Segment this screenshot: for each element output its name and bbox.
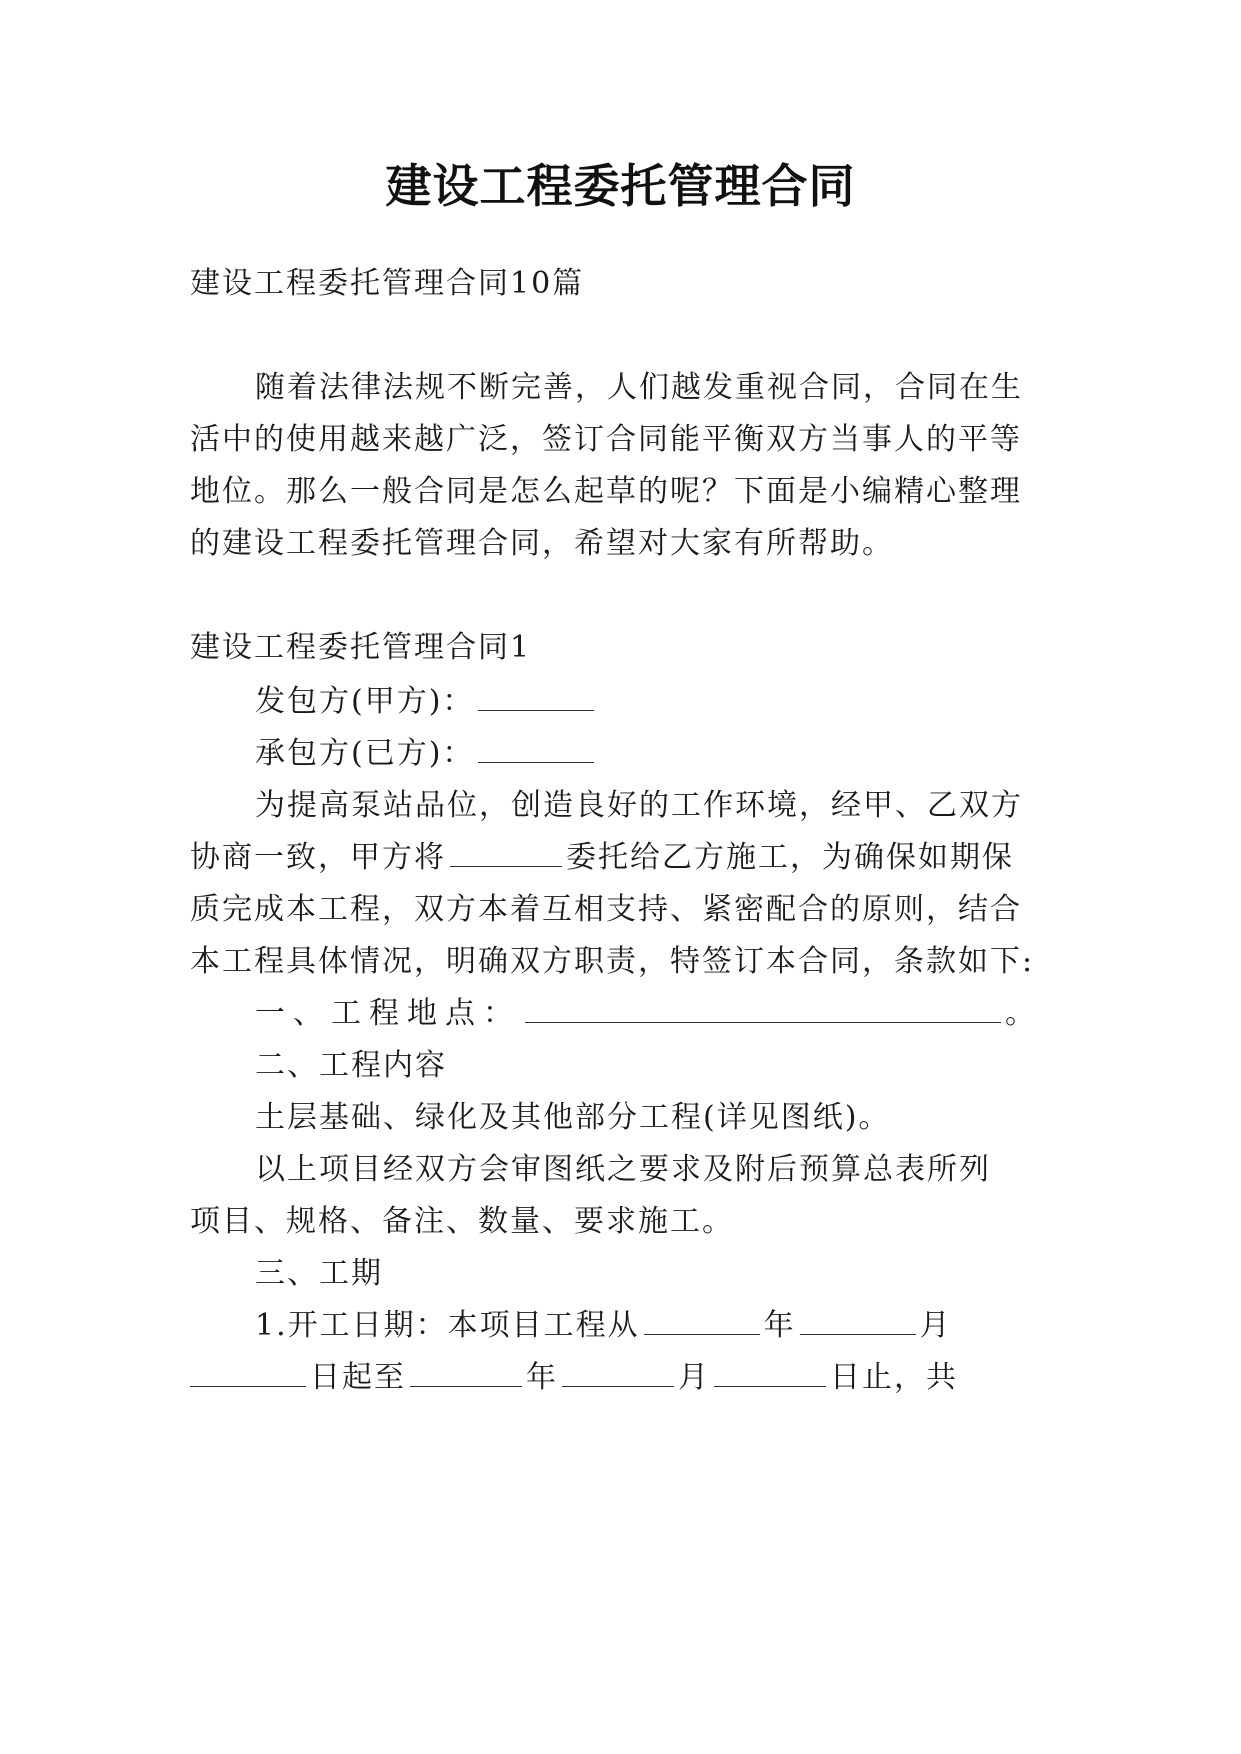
party-a-label: 发包方(甲方)：	[255, 684, 475, 719]
blank-field	[450, 836, 562, 867]
paragraph-line: 以上项目经双方会审图纸之要求及附后预算总表所列	[255, 1152, 991, 1187]
clause-2-text: 土层基础、绿化及其他部分工程(详见图纸)。	[255, 1100, 891, 1135]
paragraph-line	[190, 836, 1014, 880]
intro-line: 活中的使用越来越广泛，签订合同能平衡双方当事人的平等	[190, 422, 1022, 457]
paragraph-text: 委托给乙方施工，为确保如期保	[566, 840, 1014, 875]
blank-field	[800, 1304, 916, 1335]
year-label: 年	[526, 1360, 558, 1395]
blank-field	[525, 992, 1001, 1023]
blank-field	[410, 1356, 522, 1387]
day-end-label: 日止，共	[830, 1360, 958, 1395]
paragraph-text: 协商一致，甲方将	[190, 840, 446, 875]
paragraph-line: 为提高泵站品位，创造良好的工作环境，经甲、乙双方	[255, 788, 1023, 823]
intro-line: 随着法律法规不断完善，人们越发重视合同，合同在生	[255, 370, 1023, 405]
intro-line: 地位。那么一般合同是怎么起草的呢？下面是小编精心整理	[190, 474, 1022, 509]
blank-field	[714, 1356, 826, 1387]
end-date-line	[190, 1356, 958, 1400]
year-label: 年	[763, 1308, 796, 1343]
clause-1-label: 一、工程地点：	[255, 996, 521, 1031]
document-title: 建设工程委托管理合同	[385, 159, 856, 213]
blank-field	[190, 1356, 306, 1387]
month-label: 月	[678, 1360, 710, 1395]
clause-3-title: 三、工期	[255, 1256, 383, 1291]
blank-field	[562, 1356, 674, 1387]
paragraph-line: 质完成本工程，双方本着互相支持、紧密配合的原则，结合	[190, 892, 1022, 927]
paragraph-line: 项目、规格、备注、数量、要求施工。	[190, 1204, 734, 1239]
blank-field	[478, 680, 594, 711]
party-a-line	[255, 680, 598, 724]
start-date-line	[255, 1304, 952, 1348]
party-b-label: 承包方(已方)：	[255, 736, 475, 771]
paragraph-line: 本工程具体情况，明确双方职责，特签订本合同，条款如下:	[190, 944, 1035, 979]
blank-field	[644, 1304, 760, 1335]
clause-2-title: 二、工程内容	[255, 1048, 447, 1083]
month-label: 月	[919, 1308, 952, 1343]
clause-1-end: 。	[1005, 996, 1037, 1031]
party-b-line	[255, 732, 598, 776]
start-date-prefix: 1.开工日期：本项目工程从	[255, 1308, 640, 1343]
from-label: 日起至	[310, 1360, 406, 1395]
intro-line: 的建设工程委托管理合同，希望对大家有所帮助。	[190, 526, 894, 561]
clause-1-line	[255, 992, 1037, 1036]
section-title: 建设工程委托管理合同1	[190, 630, 532, 665]
blank-field	[478, 732, 594, 763]
document-subtitle: 建设工程委托管理合同10篇	[190, 266, 585, 301]
